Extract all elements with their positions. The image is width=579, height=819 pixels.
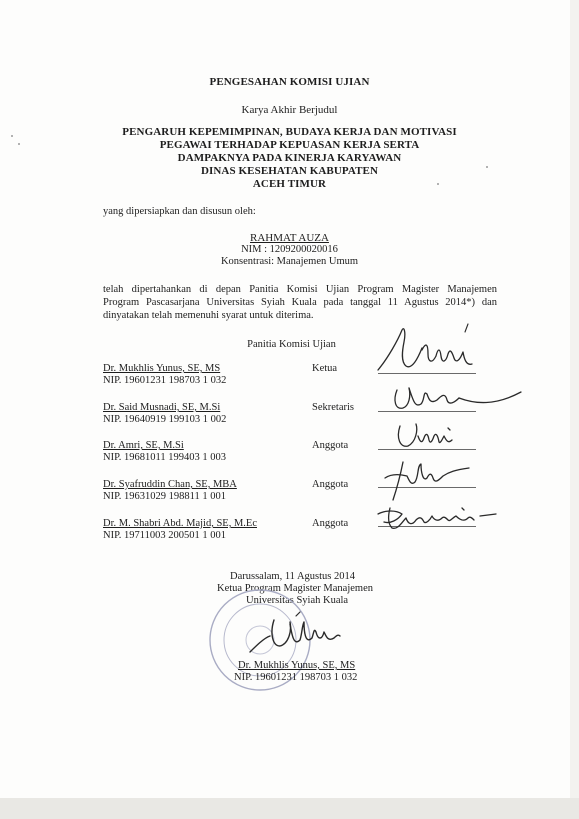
- signature-ketua-program: [240, 606, 360, 660]
- member-nip: NIP. 19601231 198703 1 032: [103, 375, 227, 386]
- thesis-title-line-3: DAMPAKNYA PADA KINERJA KARYAWAN: [177, 152, 402, 164]
- member-nip: NIP. 19711003 200501 1 001: [103, 530, 226, 541]
- closing-position: Ketua Program Magister Manajemen: [217, 583, 373, 594]
- signature-sekretaris: [385, 380, 525, 422]
- prepared-by-text: yang dipersiapkan dan disusun oleh:: [103, 206, 256, 217]
- document-subtitle: Karya Akhir Berjudul: [241, 104, 338, 116]
- member-name: Dr. Amri, SE, M.Si: [103, 440, 184, 451]
- member-nip: NIP. 19640919 199103 1 002: [103, 414, 227, 425]
- member-role: Anggota: [312, 479, 349, 490]
- member-role: Sekretaris: [312, 402, 354, 413]
- student-concentration: Konsentrasi: Manajemen Umum: [220, 256, 359, 267]
- member-role: Ketua: [312, 363, 338, 374]
- signature-anggota-2: [373, 456, 483, 504]
- signature-ketua: [368, 318, 488, 378]
- closing-place-date: Darussalam, 11 Agustus 2014: [230, 571, 356, 582]
- scan-margin-right: [570, 0, 579, 819]
- member-name: Dr. M. Shabri Abd. Majid, SE, M.Ec: [103, 518, 257, 529]
- signature-anggota-3: [372, 500, 500, 536]
- member-role: Anggota: [312, 440, 349, 451]
- committee-heading: Panitia Komisi Ujian: [247, 339, 336, 350]
- closing-name: Dr. Mukhlis Yunus, SE, MS: [238, 660, 356, 671]
- document-title: PENGESAHAN KOMISI UJIAN: [209, 76, 370, 88]
- thesis-title-line-2: PEGAWAI TERHADAP KEPUASAN KERJA SERTA: [159, 139, 420, 151]
- closing-nip: NIP. 19601231 198703 1 032: [234, 672, 358, 683]
- student-name: RAHMAT AUZA: [250, 232, 329, 244]
- member-nip: NIP. 19631029 198811 1 001: [103, 491, 226, 502]
- closing-institution: Universitas Syiah Kuala: [246, 595, 349, 606]
- member-name: Dr. Said Musnadi, SE, M.Si: [103, 402, 221, 413]
- statement-line-3: dinyatakan telah memenuhi syarat untuk diterima.: [103, 310, 314, 321]
- member-nip: NIP. 19681011 199403 1 003: [103, 452, 226, 463]
- member-role: Anggota: [312, 518, 349, 529]
- student-nim: NIM : 1209200020016: [241, 244, 338, 255]
- thesis-title-line-5: ACEH TIMUR: [252, 178, 327, 190]
- statement-line-1: telah dipertahankan di depan Panitia Komisi Ujian Program Magister Manajemen: [103, 284, 497, 295]
- thesis-title-line-1: PENGARUH KEPEMIMPINAN, BUDAYA KERJA DAN MOTIVASI: [122, 126, 457, 138]
- statement-line-2: Program Pascasarjana Universitas Syiah Kuala pada tanggal 11 Agustus 2014*) dan: [103, 297, 497, 308]
- member-name: Dr. Syafruddin Chan, SE, MBA: [103, 479, 237, 490]
- thesis-title-line-4: DINAS KESEHATAN KABUPATEN: [200, 165, 379, 177]
- scan-margin-bottom: [0, 798, 579, 819]
- member-name: Dr. Mukhlis Yunus, SE, MS: [103, 363, 221, 374]
- signature-anggota-1: [392, 420, 472, 456]
